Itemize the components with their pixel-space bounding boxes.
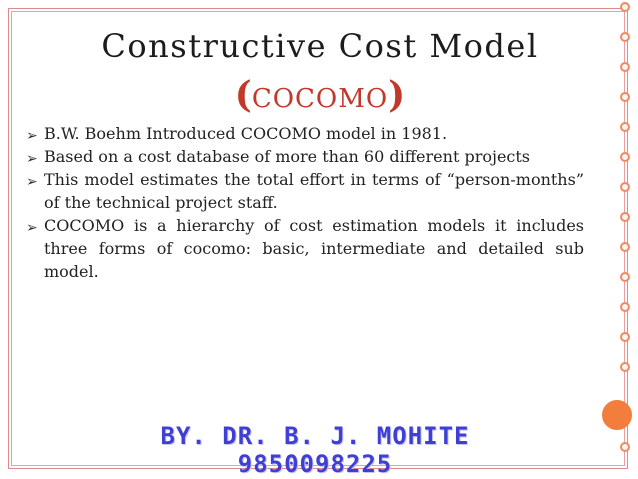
dot-decoration <box>620 152 630 162</box>
subtitle-close-paren: ) <box>388 74 406 116</box>
decorative-dots <box>620 2 632 476</box>
slide-subtitle <box>180 72 460 125</box>
dot-decoration <box>620 32 630 42</box>
bullet-item <box>24 122 584 145</box>
bullet-item <box>24 214 584 283</box>
subtitle-open-paren: ( <box>234 74 252 116</box>
bullet-text: Based on a cost database of more than 60 different projects <box>44 147 531 166</box>
dot-decoration <box>620 122 630 132</box>
bullet-text: This model estimates the total effort in terms of “person-months” of the technical project staff. <box>44 170 584 212</box>
dot-decoration <box>620 242 630 252</box>
dot-decoration <box>620 442 630 452</box>
dot-decoration <box>620 2 630 12</box>
slide-title: Constructive Cost Model <box>101 27 539 65</box>
dot-decoration-large <box>602 400 632 430</box>
bullet-text: B.W. Boehm Introduced COCOMO model in 1981. <box>44 124 448 143</box>
arrow-right-icon: ➢ <box>26 220 38 236</box>
arrow-right-icon: ➢ <box>26 151 38 167</box>
bullet-list <box>24 122 584 283</box>
dot-decoration <box>620 212 630 222</box>
dot-decoration <box>620 272 630 282</box>
dot-decoration <box>620 182 630 192</box>
bullet-item <box>24 145 584 168</box>
dot-decoration <box>620 332 630 342</box>
dot-decoration <box>620 362 630 372</box>
arrow-right-icon: ➢ <box>26 128 38 144</box>
author-credit: BY. DR. B. J. MOHITE 9850098225 <box>160 422 470 478</box>
arrow-right-icon: ➢ <box>26 174 38 190</box>
subtitle-acronym: COCOMO <box>251 84 389 114</box>
bullet-text: COCOMO is a hierarchy of cost estimation models it includes three forms of cocomo: basic, intermediate and detailed sub model. <box>44 216 584 281</box>
dot-decoration <box>620 302 630 312</box>
dot-decoration <box>620 92 630 102</box>
bullet-item <box>24 168 584 214</box>
dot-decoration <box>620 62 630 72</box>
